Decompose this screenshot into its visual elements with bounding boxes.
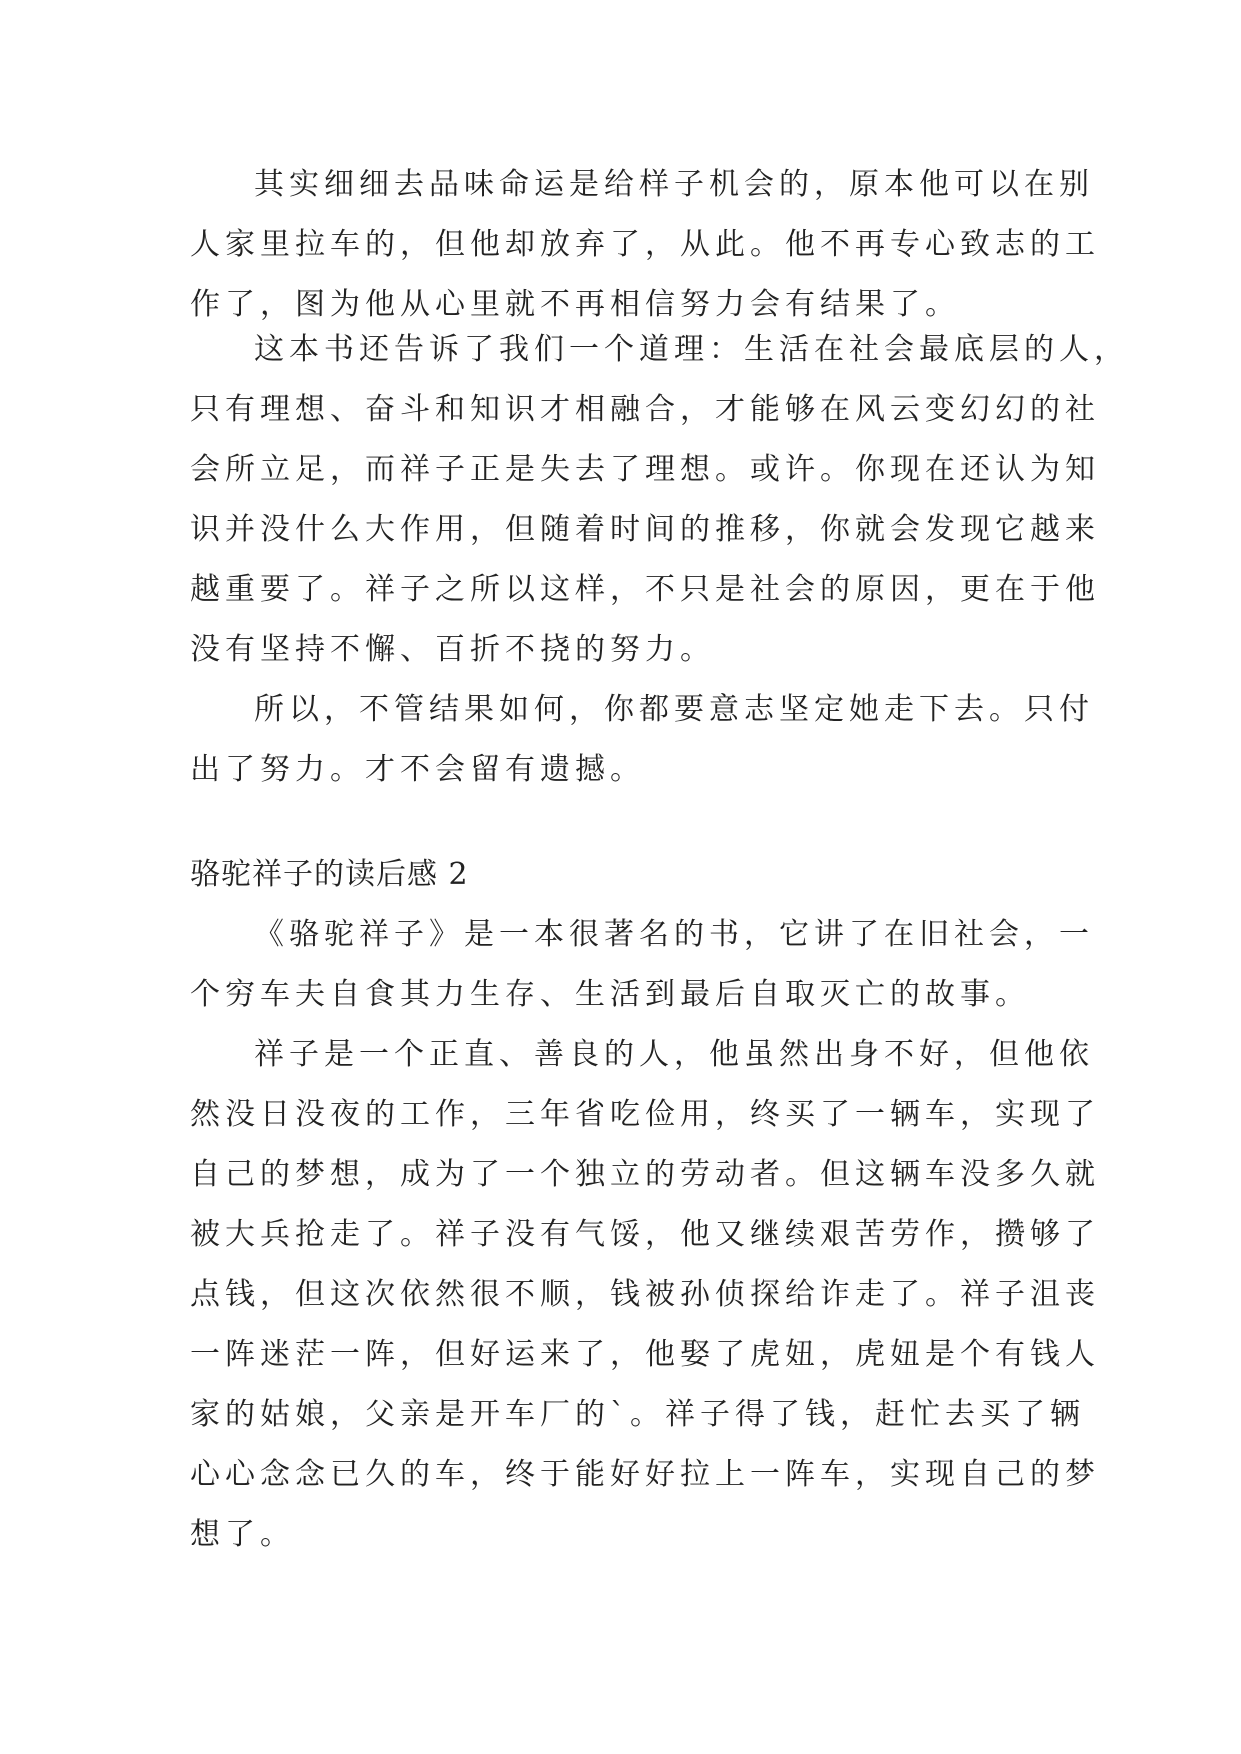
paragraph-line: 家的姑娘，父亲是开车厂的`。祥子得了钱，赶忙去买了辆 [190,1397,1085,1432]
paragraph-line: 《骆驼祥子》是一本很著名的书，它讲了在旧社会，一 [254,917,1094,952]
paragraph-line: 自己的梦想，成为了一个独立的劳动者。但这辆车没多久就 [190,1157,1100,1192]
paragraph-intro [190,905,1094,1025]
section-heading [190,845,1050,905]
paragraph-line: 没有坚持不懈、百折不挠的努力。 [190,632,715,667]
paragraph-line: 越重要了。祥子之所以这样，不只是社会的原因，更在于他 [190,572,1100,607]
paragraph-line: 点钱，但这次依然很不顺，钱被孙侦探给诈走了。祥子沮丧 [190,1277,1100,1312]
paragraph-line: 其实细细去品味命运是给样子机会的，原本他可以在别 [254,167,1094,202]
paragraph-lesson [190,320,1129,680]
paragraph-story [190,1025,1100,1565]
paragraph-line: 人家里拉车的，但他却放弃了，从此。他不再专心致志的工 [190,227,1100,262]
paragraph-line: 心心念念已久的车，终于能好好拉上一阵车，实现自己的梦 [190,1457,1100,1492]
paragraph-line: 所以，不管结果如何，你都要意志坚定她走下去。只付 [254,692,1094,727]
paragraph-line: 祥子是一个正直、善良的人，他虽然出身不好，但他依 [254,1037,1094,1072]
paragraph-line: 然没日没夜的工作，三年省吃俭用，终买了一辆车，实现了 [190,1097,1100,1132]
paragraph-line: 出了努力。才不会留有遗撼。 [190,752,645,787]
paragraph-line: 想了。 [190,1517,295,1552]
paragraph-fate [190,155,1100,335]
paragraph-line: 会所立足，而祥子正是失去了理想。或许。你现在还认为知 [190,452,1100,487]
paragraph-line: 这本书还告诉了我们一个道理：生活在社会最底层的人， [254,332,1129,367]
paragraph-conclusion [190,680,1094,800]
paragraph-line: 个穷车夫自食其力生存、生活到最后自取灭亡的故事。 [190,977,1030,1012]
section-title: 骆驼祥子的读后感 2 [190,857,469,892]
paragraph-line: 被大兵抢走了。祥子没有气馁，他又继续艰苦劳作，攒够了 [190,1217,1100,1252]
paragraph-line: 只有理想、奋斗和知识才相融合，才能够在风云变幻幻的社 [190,392,1100,427]
paragraph-line: 作了，图为他从心里就不再相信努力会有结果了。 [190,287,960,322]
paragraph-line: 一阵迷茫一阵，但好运来了，他娶了虎妞，虎妞是个有钱人 [190,1337,1100,1372]
paragraph-line: 识并没什么大作用，但随着时间的推移，你就会发现它越来 [190,512,1100,547]
